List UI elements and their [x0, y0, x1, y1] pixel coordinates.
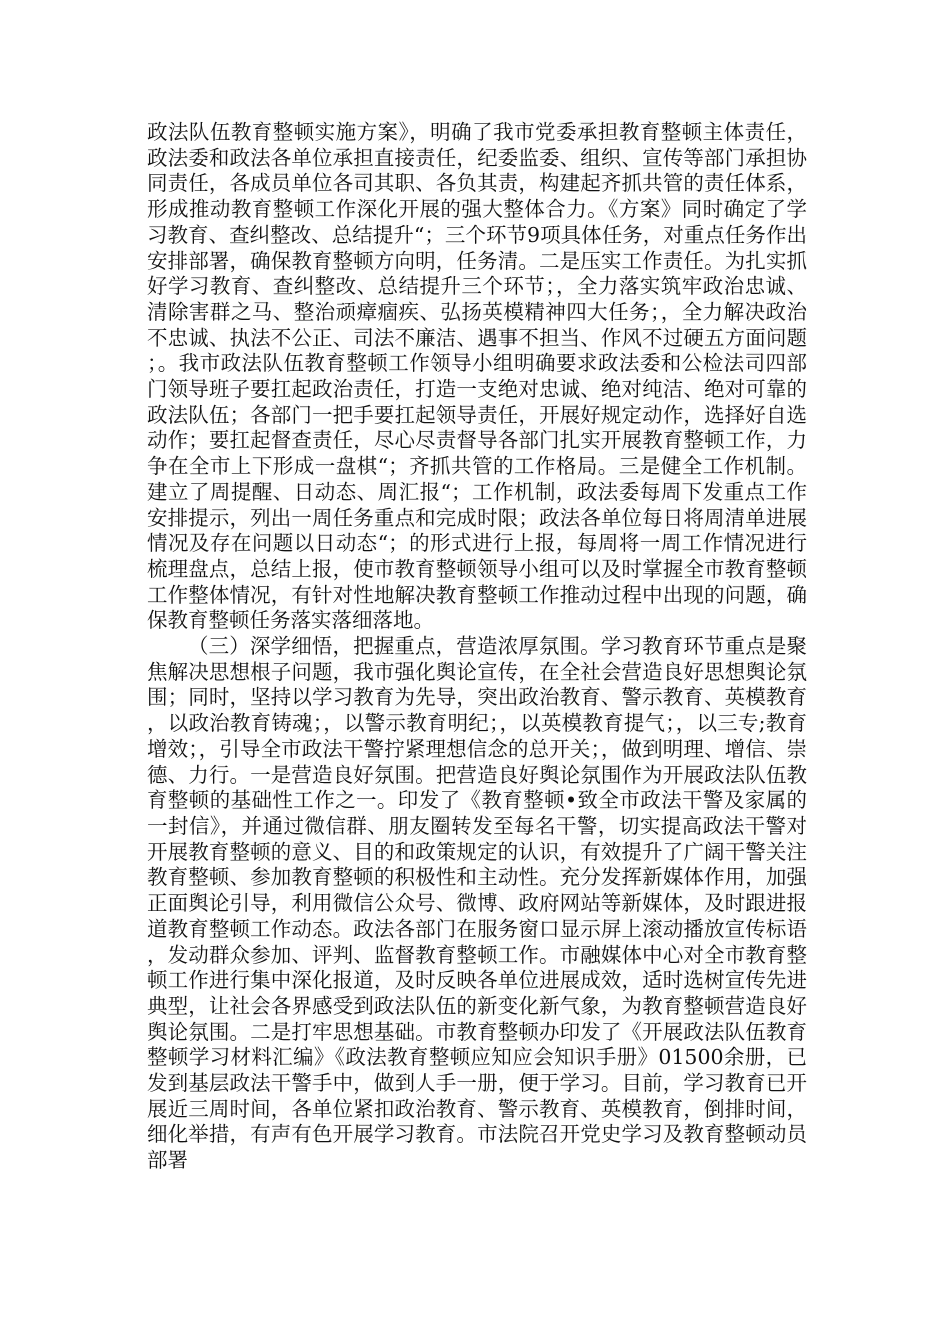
paragraph-1: 政法队伍教育整顿实施方案》，明确了我市党委承担教育整顿主体责任，政法委和政法各单位承担直接责任，纪委监委、组织、宣传等部门承担协同责任，各成员单位各司其职、各负其责，构建起齐抓共管的责任体系，形成推动教育整顿工作深化开展的强大整体合力。《方案》同时确定了学习教育、查纠整改、总结提升“；三个环节9项具体任务，对重点任务作出安排部署，确保教育整顿方向明，任务清。二是压实工作责任。为扎实抓好学习教育、查纠整改、总结提升三个环节；，全力落实筑牢政治忠诚、清除害群之马、整治顽瘴痼疾、弘扬英模精神四大任务；，全力解决政治不忠诚、执法不公正、司法不廉洁、遇事不担当、作风不过硬五方面问题；。我市政法队伍教育整顿工作领导小组明确要求政法委和公检法司四部门领导班子要扛起政治责任，打造一支绝对忠诚、绝对纯洁、绝对可靠的政法队伍；各部门一把手要扛起领导责任，开展好规定动作，选择好自选动作；要扛起督查责任，尽心尽责督导各部门扎实开展教育整顿工作，力争在全市上下形成一盘棋“；齐抓共管的工作格局。三是健全工作机制。建立了周提醒、日动态、周汇报“；工作机制，政法委每周下发重点工作安排提示，列出一周任务重点和完成时限；政法各单位每日将周清单进展情况及存在问题以日动态“；的形式进行上报，每周将一周工作情况进行梳理盘点，总结上报，使市教育整顿领导小组可以及时掌握全市教育整顿工作整体情况，有针对性地解决教育整顿工作推动过程中出现的问题，确保教育整顿任务落实落细落地。	[147, 120, 807, 633]
document-body	[147, 120, 807, 1174]
paragraph-2: （三）深学细悟，把握重点，营造浓厚氛围。学习教育环节重点是聚焦解决思想根子问题，我市强化舆论宣传，在全社会营造良好思想舆论氛围；同时，坚持以学习教育为先导，突出政治教育、警示教育、英模教育，以政治教育铸魂；，以警示教育明纪；，以英模教育提气；，以三专;教育增效；，引导全市政法干警拧紧理想信念的总开关；，做到明理、增信、崇德、力行。一是营造良好氛围。把营造良好舆论氛围作为开展政法队伍教育整顿的基础性工作之一。印发了《教育整顿•致全市政法干警及家属的一封信》，并通过微信群、朋友圈转发至每名干警，切实提高政法干警对开展教育整顿的意义、目的和政策规定的认识，有效提升了广阔干警关注教育整顿、参加教育整顿的积极性和主动性。充分发挥新媒体作用，加强正面舆论引导，利用微信公众号、微博、政府网站等新媒体，及时跟进报道教育整顿工作动态。政法各部门在服务窗口显示屏上滚动播放宣传标语，发动群众参加、评判、监督教育整顿工作。市融媒体中心对全市教育整顿工作进行集中深化报道，及时反映各单位进展成效，适时选树宣传先进典型，让社会各界感受到政法队伍的新变化新气象，为教育整顿营造良好舆论氛围。二是打牢思想基础。市教育整顿办印发了《开展政法队伍教育整顿学习材料汇编》《政法教育整顿应知应会知识手册》01500余册，已发到基层政法干警手中，做到人手一册，便于学习。目前，学习教育已开展近三周时间，各单位紧扣政治教育、警示教育、英模教育，倒排时间，细化举措，有声有色开展学习教育。市法院召开党史学习及教育整顿动员部署	[147, 634, 807, 1173]
